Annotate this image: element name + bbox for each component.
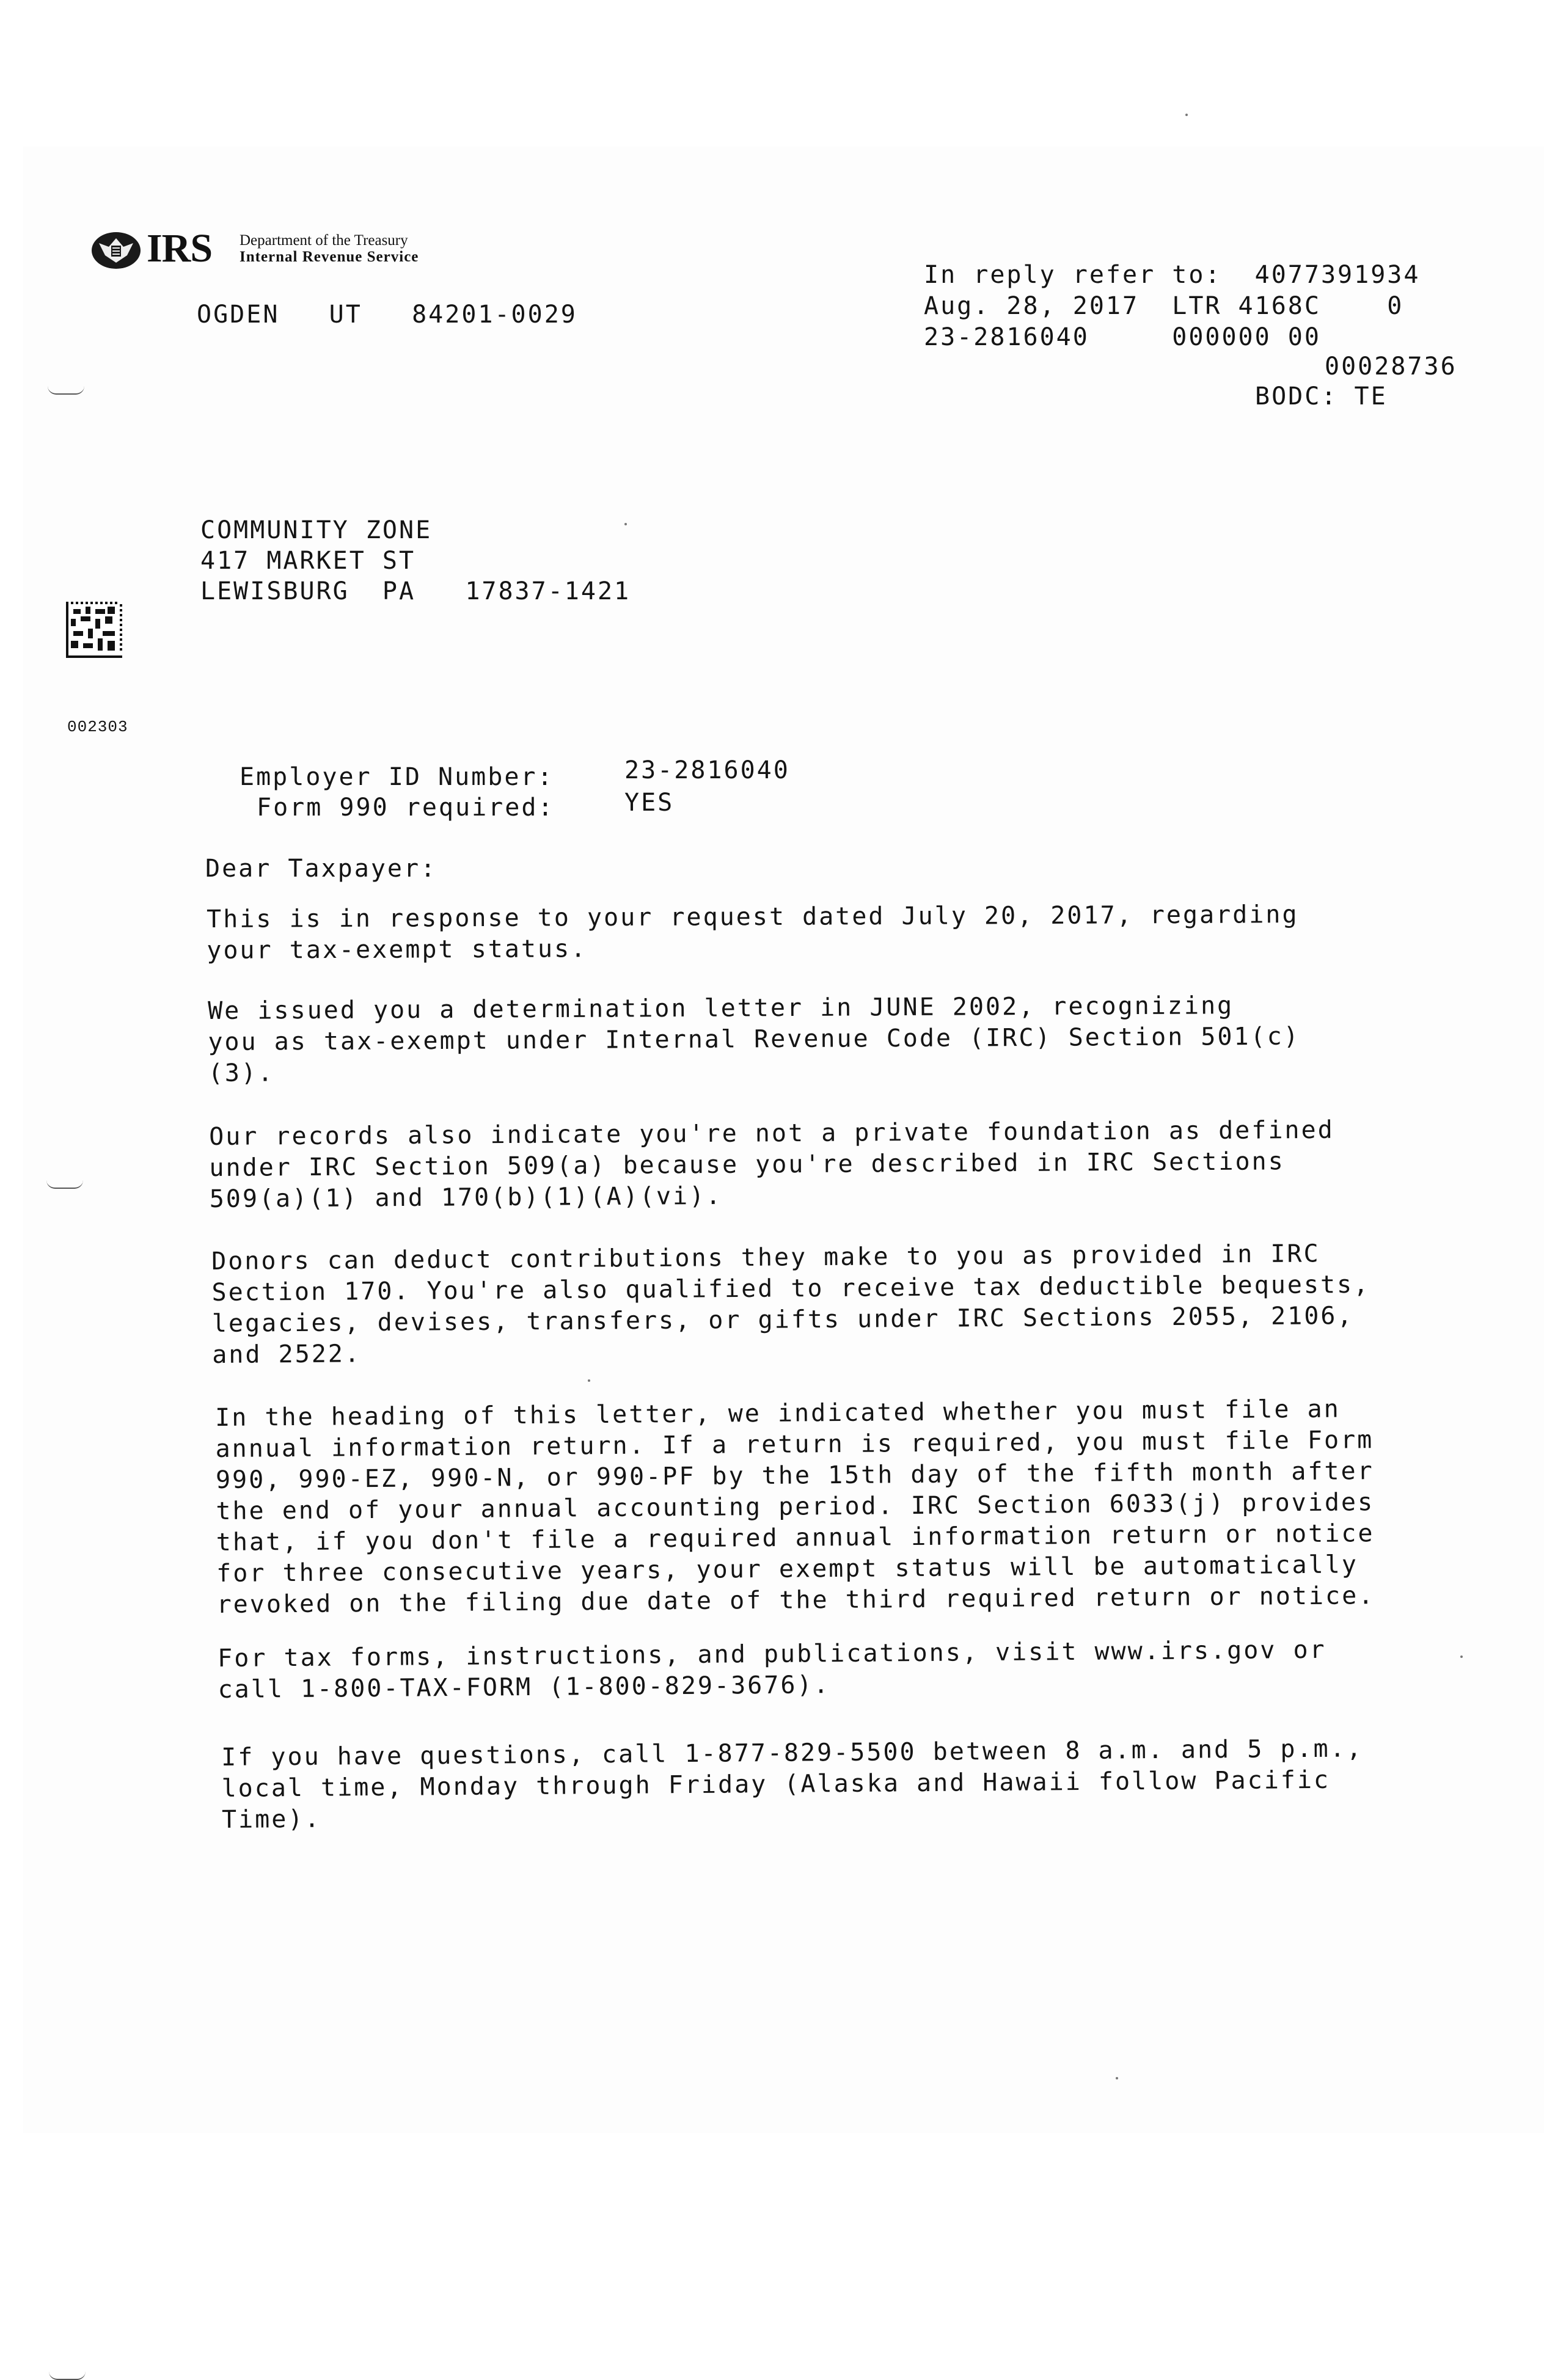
ein-value: 23-2816040 (624, 756, 790, 784)
scan-speck (624, 523, 627, 525)
sender-address: OGDEN UT 84201-0029 (197, 301, 577, 329)
reference-line-3: 23-2816040 000000 00 (924, 323, 1321, 351)
scan-mark (46, 1180, 83, 1189)
paragraph-5: In the heading of this letter, we indicated whether you must file an annual information return. If a return is required, you must file Form 990, 990-EZ, 990-N, or 990-PF by the 15th day of the fifth month after the end of your annual accounting period. IRC Section 6033(j) provides that, if you don't file a required annual information return or notice for three consecutive years, your exempt status will be automatically revoked on the filing due date of the third required return or notice. (215, 1395, 1375, 1619)
scan-speck (588, 1379, 590, 1382)
paragraph-1: This is in response to your request dated July 20, 2017, regarding your tax-exempt status. (207, 900, 1299, 965)
reference-line-1: In reply refer to: 4077391934 (924, 261, 1421, 289)
paragraph-2: We issued you a determination letter in JUNE 2002, recognizing you as tax-exempt under Internal Revenue Code (IRC) Section 501(c) (3). (208, 991, 1300, 1087)
reference-line-2: Aug. 28, 2017 LTR 4168C 0 (924, 292, 1404, 320)
paragraph-3: Our records also indicate you're not a private foundation as defined under IRC Section 509(a) because you're described in IRC Sections 509(a)(1) and 170(b)(1)(A)(vi). (209, 1115, 1334, 1213)
dept-line-2: Internal Revenue Service (240, 249, 419, 265)
side-code: 002303 (67, 718, 128, 736)
paragraph-6: For tax forms, instructions, and publications, visit www.irs.gov or call 1-800-TAX-FORM (1-800-829-3676). (218, 1635, 1326, 1704)
paragraph-7: If you have questions, call 1-877-829-5500 between 8 a.m. and 5 p.m., local time, Monday through Friday (Alaska and Hawaii follow Pacific Time). (221, 1734, 1363, 1834)
irs-eagle-icon (90, 231, 142, 270)
form-990-label: Form 990 required: (257, 794, 555, 822)
recipient-street: 417 MARKET ST (200, 547, 416, 575)
irs-logo-text: IRS (147, 226, 213, 271)
reference-line-5: BODC: TE (1255, 382, 1388, 411)
agency-name (240, 232, 419, 265)
scan-mark (49, 2371, 86, 2380)
2d-barcode-icon (66, 602, 122, 658)
recipient-city: LEWISBURG PA 17837-1421 (200, 577, 631, 605)
scan-speck (1185, 114, 1188, 116)
dept-line-1: Department of the Treasury (240, 232, 408, 249)
recipient-name: COMMUNITY ZONE (200, 516, 433, 544)
scan-speck (1116, 2077, 1118, 2079)
paragraph-4: Donors can deduct contributions they make to you as provided in IRC Section 170. You're also qualified to receive tax deductible bequests, legacies, devises, transfers, or gifts under IRC Sections 2055, 2106, and 2522. (211, 1239, 1370, 1369)
reference-line-4: 00028736 (1325, 352, 1457, 381)
form-990-value: YES (624, 789, 675, 817)
ein-label: Employer ID Number: (240, 763, 554, 791)
scan-speck (1460, 1655, 1463, 1658)
scan-mark (48, 386, 84, 395)
salutation: Dear Taxpayer: (205, 855, 437, 883)
